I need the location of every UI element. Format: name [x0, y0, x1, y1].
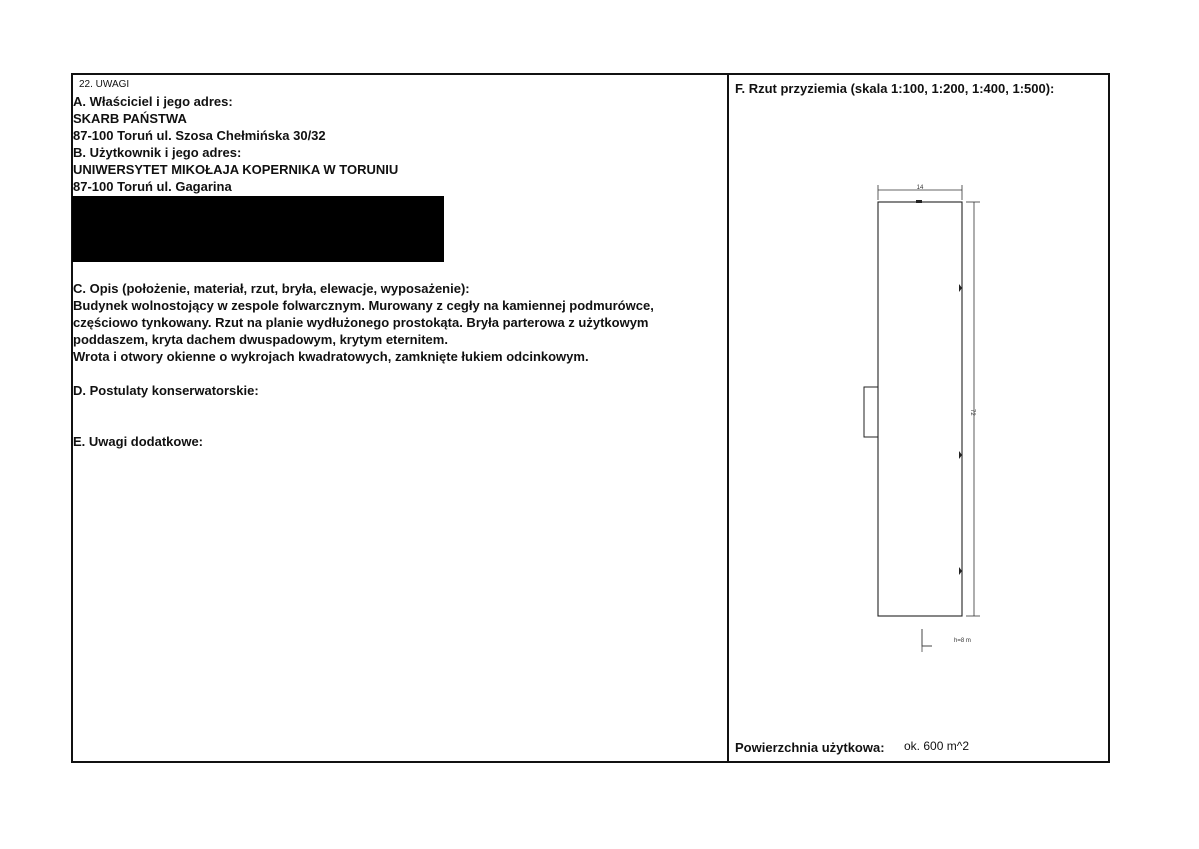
usable-area-value: ok. 600 m^2: [904, 739, 969, 753]
height-label: h=8 m: [954, 638, 971, 644]
owner-heading: A. Właściciel i jego adres:: [73, 94, 233, 109]
entrance-annex: [864, 387, 878, 437]
plan-heading: F. Rzut przyziemia (skala 1:100, 1:200, 1:400, 1:500):: [735, 81, 1055, 96]
owner-name: SKARB PAŃSTWA: [73, 111, 187, 126]
redaction-block: [72, 196, 444, 262]
owner-address: 87-100 Toruń ul. Szosa Chełmińska 30/32: [73, 128, 326, 143]
description-line: częściowo tynkowany. Rzut na planie wydłużonego prostokąta. Bryła parterowa z użytkowym: [73, 315, 649, 330]
description-line: Budynek wolnostojący w zespole folwarcznym. Murowany z cegły na kamiennej podmurówce,: [73, 298, 654, 313]
north-arrow-icon: [922, 629, 932, 646]
building-outline: [878, 202, 962, 616]
description-line: Wrota i otwory okienne o wykrojach kwadratowych, zamknięte łukiem odcinkowym.: [73, 349, 589, 364]
width-dimension-label: 14: [916, 185, 924, 191]
user-address: 87-100 Toruń ul. Gagarina: [73, 179, 232, 194]
column-divider: [727, 73, 729, 763]
usable-area-label: Powierzchnia użytkowa:: [735, 740, 885, 755]
length-dimension-label: 72: [969, 409, 975, 416]
description-line: poddaszem, kryta dachem dwuspadowym, krytym eternitem.: [73, 332, 448, 347]
description-heading: C. Opis (położenie, materiał, rzut, bryła, elewacje, wyposażenie):: [73, 281, 470, 296]
ground-floor-plan: [850, 180, 1000, 660]
section-number: 22. UWAGI: [79, 79, 130, 90]
remarks-heading: E. Uwagi dodatkowe:: [73, 434, 204, 449]
user-heading: B. Użytkownik i jego adres:: [73, 145, 242, 160]
user-name: UNIWERSYTET MIKOŁAJA KOPERNIKA W TORUNIU: [73, 162, 399, 177]
postulates-heading: D. Postulaty konserwatorskie:: [73, 383, 259, 398]
